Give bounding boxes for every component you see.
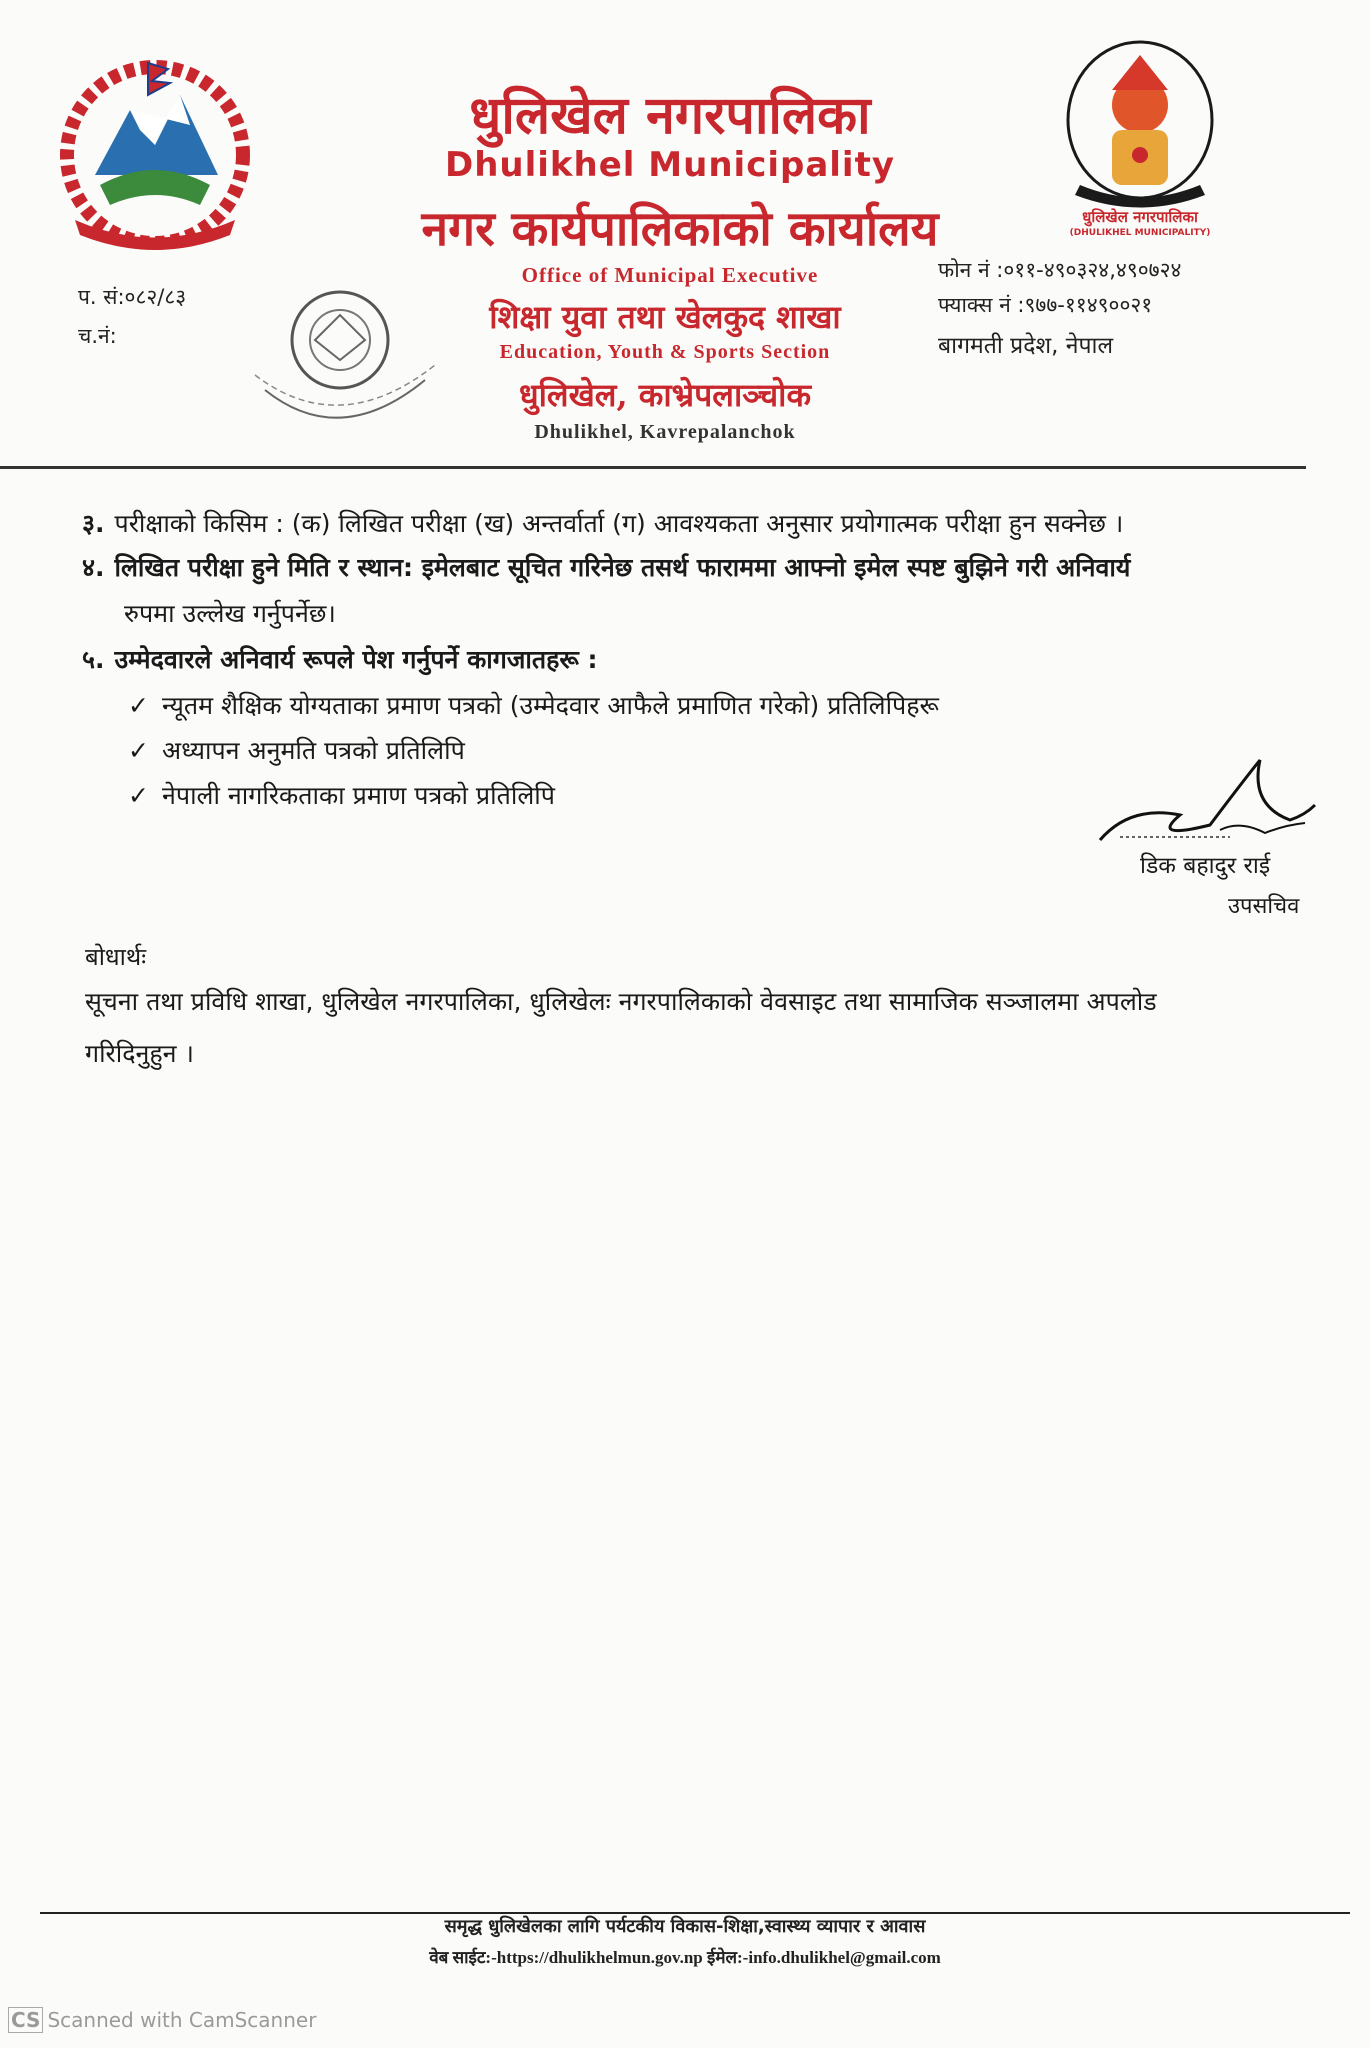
municipality-title-np: धुलिखेल नगरपालिका (469, 85, 871, 146)
item-text: उम्मेदवारले अनिवार्य रूपले पेश गर्नुपर्ने कागजातहरू : (114, 645, 598, 674)
item-number: ५. (82, 645, 105, 674)
checklist-item (128, 688, 939, 722)
checklist-text: अध्यापन अनुमति पत्रको प्रतिलिपि (162, 736, 465, 765)
section-title-np: शिक्षा युवा तथा खेलकुद शाखा (489, 298, 841, 336)
notice-body (82, 500, 1312, 680)
handwritten-signature-icon (1090, 745, 1320, 855)
signer-name: डिक बहादुर राई (1140, 853, 1271, 879)
logo-caption-np: धुलिखेल नगरपालिका (1082, 208, 1198, 226)
location-np: धुलिखेल, काभ्रेपलाञ्चोक (518, 376, 812, 414)
office-title-en: Office of Municipal Executive (521, 263, 819, 287)
item-text: परीक्षाको किसिम : (क) लिखित परीक्षा (ख) अन्तर्वार्ता (ग) आवश्यकता अनुसार प्रयोगात्मक परीक्षा हुन सक्नेछ । (114, 509, 1124, 538)
check-icon: ✓ (128, 781, 149, 810)
section-title-en: Education, Youth & Sports Section (499, 341, 831, 363)
camscanner-watermark (8, 2008, 316, 2032)
signer-title: उपसचिव (1228, 894, 1300, 919)
item-text: लिखित परीक्षा हुने मिति र स्थान: इमेलबाट सूचित गरिनेछ तसर्थ फाराममा आफ्नो इमेल स्पष्ट बुझिने गरी अनिवार्य (114, 553, 1131, 582)
item-number: ४. (82, 553, 105, 582)
nepal-emblem-icon (40, 55, 270, 255)
fax-number: फ्याक्स नं :९७७-११४९००२१ (938, 293, 1153, 317)
checklist-text: न्यूतम शैक्षिक योग्यताका प्रमाण पत्रको (उम्मेदवार आफैले प्रमाणित गरेको) प्रतिलिपिहरू (162, 691, 939, 720)
list-item (82, 544, 1312, 592)
camscanner-logo-icon: CS (8, 2007, 43, 2033)
cc-line-2: गरिदिनुहुन । (85, 1039, 194, 1068)
phone-number: फोन नं :०११-४९०३२४,४९०७२४ (938, 258, 1182, 282)
item-number: ३. (82, 509, 105, 538)
cc-line-1: सूचना तथा प्रविधि शाखा, धुलिखेल नगरपालिका, धुलिखेलः नगरपालिकाको वेवसाइट तथा सामाजिक सञ्जालमा अपलोड (85, 987, 1157, 1016)
check-icon: ✓ (128, 736, 149, 765)
municipality-title-en: Dhulikhel Municipality (444, 145, 896, 185)
reference-number: प. सं:०८२/८३ (78, 285, 187, 309)
checklist-item (128, 733, 465, 767)
office-title-np: नगर कार्यपालिकाको कार्यालय (421, 201, 939, 257)
checklist-item (128, 778, 555, 812)
location-en: Dhulikhel, Kavrepalanchok (534, 421, 796, 443)
check-icon: ✓ (128, 691, 149, 720)
header-divider (0, 466, 1306, 469)
office-stamp-icon (245, 280, 445, 450)
list-item-continuation: रुपमा उल्लेख गर्नुपर्नेछ। (124, 599, 336, 628)
list-item (82, 500, 1312, 548)
cc-text (85, 976, 1285, 1080)
cc-label: बोधार्थः (85, 943, 147, 971)
logo-caption-en: (DHULIKHEL MUNICIPALITY) (1069, 228, 1211, 238)
footer-motto: समृद्ध धुलिखेलका लागि पर्यटकीय विकास-शिक्षा,स्वास्थ्य व्यापार र आवास (444, 1916, 926, 1937)
footer-contact: वेब साईट:-https://dhulikhelmun.gov.np ईमेल:-info.dhulikhel@gmail.com (429, 1948, 941, 1967)
watermark-text: Scanned with CamScanner (47, 2008, 317, 2032)
list-item (82, 636, 1312, 684)
checklist-text: नेपाली नागरिकताका प्रमाण पत्रको प्रतिलिपि (162, 781, 555, 810)
province-address: बागमती प्रदेश, नेपाल (938, 333, 1114, 359)
dispatch-number: च.नं: (78, 324, 117, 348)
